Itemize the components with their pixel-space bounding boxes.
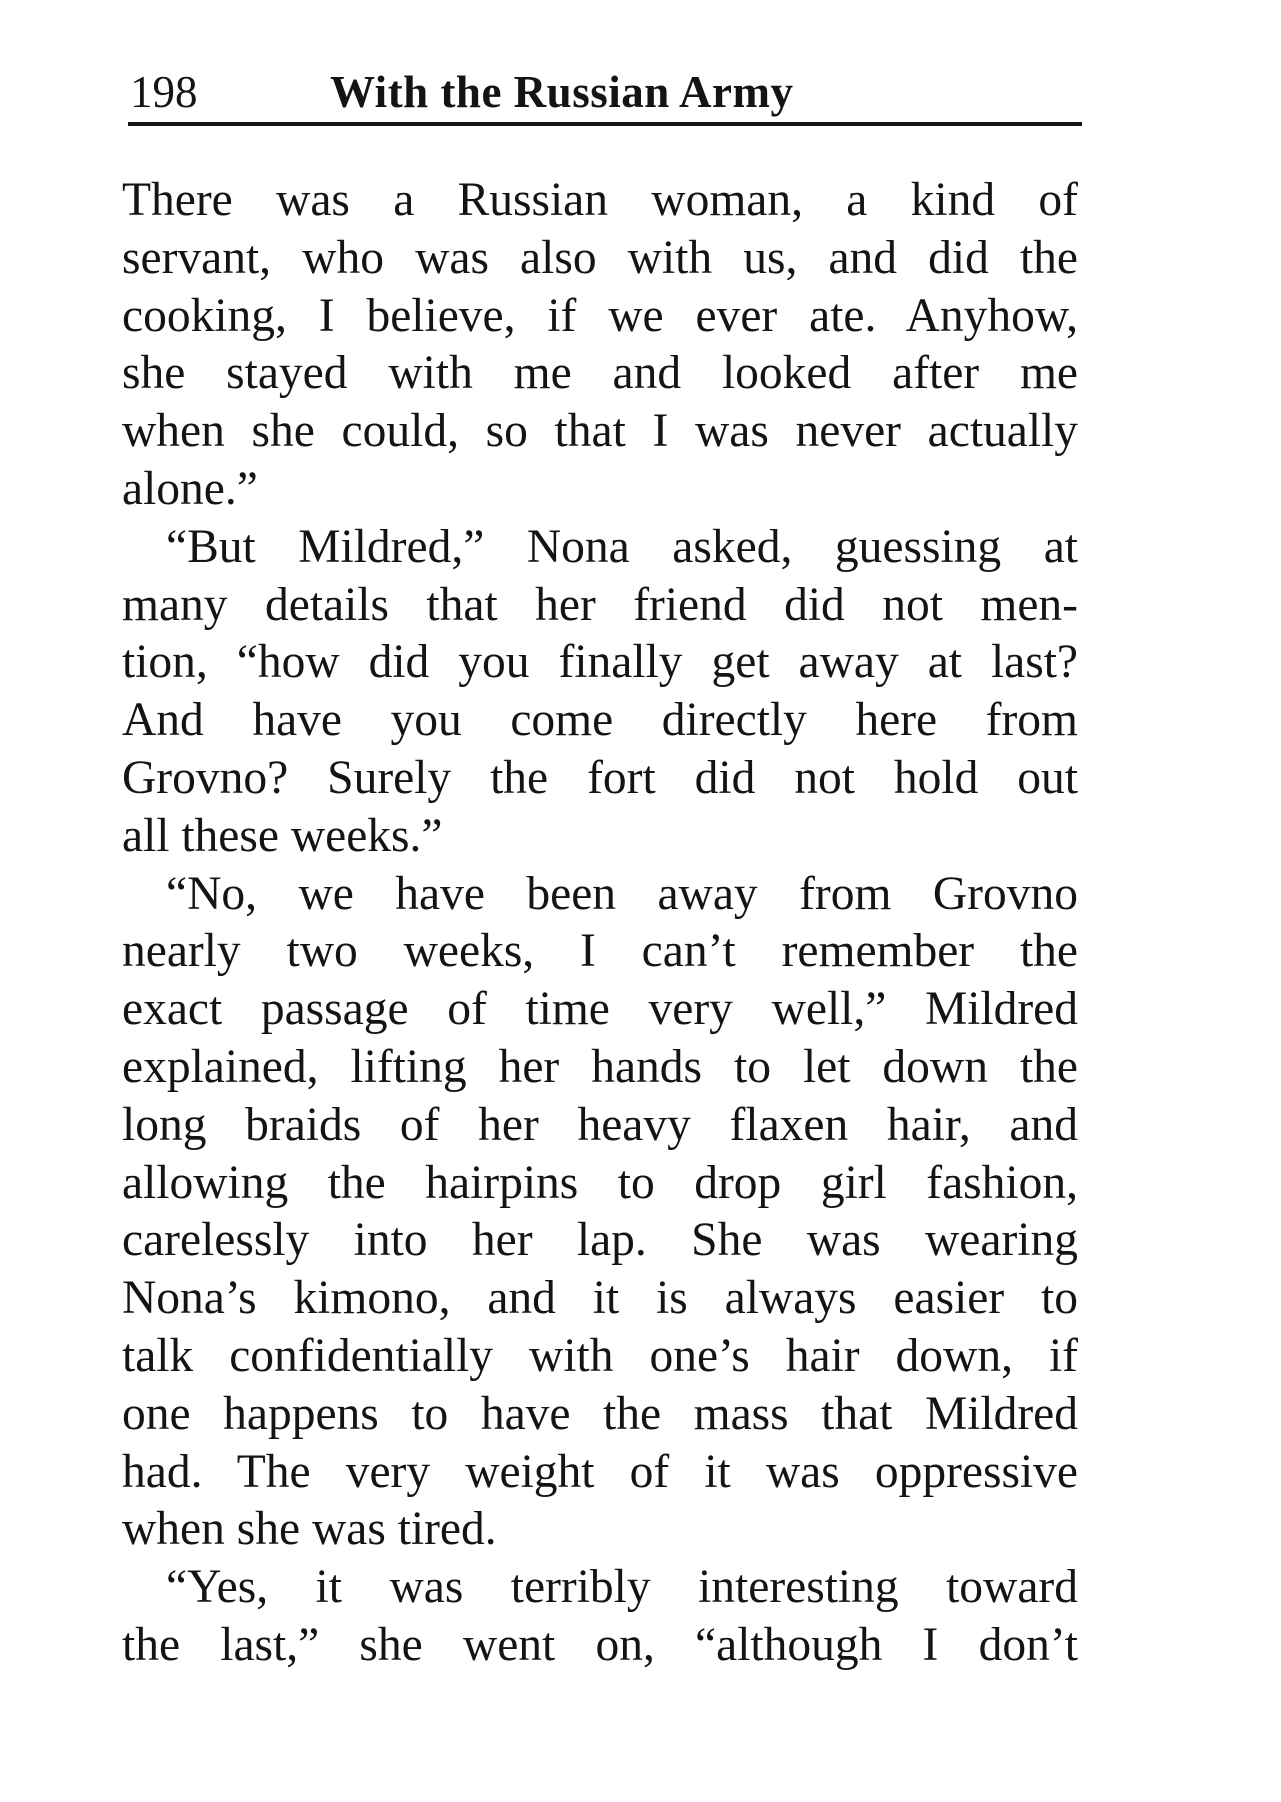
running-title: With the Russian Army [330,67,794,117]
text-line: when she was tired. [122,1503,497,1556]
text-line: nearly two weeks, I can’t remember the [122,925,1078,978]
text-line: “But Mildred,” Nona asked, guessing at [166,520,1078,573]
text-line: And have you come directly here from [122,694,1078,747]
text-line: long braids of her heavy flaxen hair, and [122,1098,1078,1151]
text-line: There was a Russian woman, a kind of [122,174,1078,226]
text-line: when she could, so that I was never actually [122,405,1078,458]
text-line: Grovno? Surely the fort did not hold out [122,751,1078,804]
text-line: tion, “how did you finally get away at last? [122,636,1078,689]
text-line: many details that her friend did not men- [122,578,1078,631]
text-line: “Yes, it was terribly interesting toward [166,1561,1078,1614]
text-line: explained, lifting her hands to let down the [122,1040,1078,1093]
text-line: “No, we have been away from Grovno [166,867,1078,920]
text-line: servant, who was also with us, and did the [122,231,1078,284]
text-line: exact passage of time very well,” Mildred [122,983,1078,1036]
page-number: 198 [130,67,198,117]
text-line: talk confidentially with one’s hair down, if [122,1329,1078,1382]
text-line: allowing the hairpins to drop girl fashion, [122,1156,1078,1209]
text-line: all these weeks.” [122,809,443,862]
text-line: one happens to have the mass that Mildred [122,1387,1078,1440]
header-rule [128,122,1082,126]
text-line: had. The very weight of it was oppressive [122,1445,1078,1498]
text-line: the last,” she went on, “although I don’t [122,1618,1078,1671]
text-line: carelessly into her lap. She was wearing [122,1214,1078,1267]
text-line: cooking, I believe, if we ever ate. Anyhow, [122,289,1078,342]
text-line: she stayed with me and looked after me [122,347,1078,400]
text-line: Nona’s kimono, and it is always easier to [122,1272,1078,1325]
body-text [122,172,1078,1675]
text-line: alone.” [122,462,258,515]
running-head [130,52,1080,122]
